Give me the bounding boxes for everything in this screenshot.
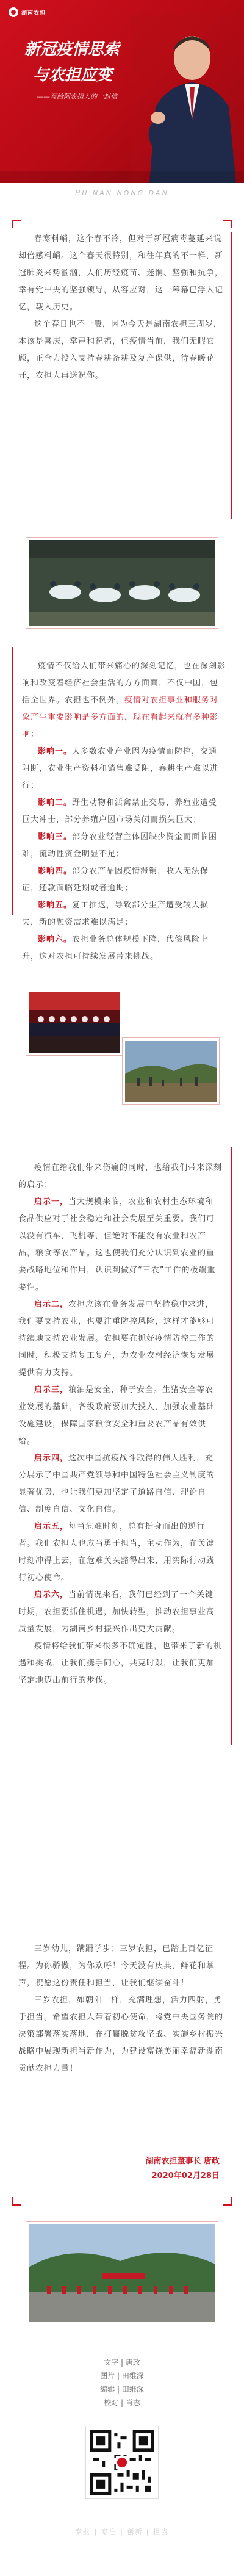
lesson-item [18, 1194, 222, 1296]
lesson-item-label: 启示五， [34, 1522, 69, 1531]
stage-photo-icon [29, 992, 120, 1053]
lesson-item-text: 粮油是安全，种子安全。生猪安全等农业发展的基础，各级政府要加大投入，加强农业基础设施建设，保障国家粮食安全和重要农产品有效供给。 [18, 1385, 215, 1446]
lesson-item [18, 1518, 222, 1587]
signature-org: 湖南农担董事长 唐政 [145, 2157, 220, 2166]
qr-code[interactable] [85, 2426, 159, 2499]
impact-item [22, 795, 226, 829]
impact-item-label: 影响一。 [38, 747, 73, 756]
lesson-item-label: 启示一， [34, 1197, 69, 1207]
impact-intro-highlight: 疫情对农担事业和服务对象产生重要影响是多方面的，现在看起来就有多种影响： [22, 696, 219, 739]
impact-item-text: 农担业务总体规模下降，代偿风险上升，这对农担可持续发展带来挑战。 [22, 935, 209, 961]
intro-paragraph-2: 这个春日也不一般，因为今天是湖南农担三周岁，本该是喜庆，掌声和祝福，但疫情当前，我们无暇它顾，正全力投入支持春耕备耕及复产保供，待春暖花开，农担人再送祝你。 [18, 320, 223, 380]
frame-corner-top-left [12, 220, 21, 228]
lesson-item [18, 1382, 222, 1450]
impact-intro-text: 疫情不仅给人们带来痛心的深刻记忆，也在深刻影响和改变着经济社会生活的方方面面，不仅中国，包括全世界。农担也不例外。 [22, 662, 226, 705]
lesson-item-text: 农担应该在业务发展中坚持稳中求进，我们要支持农业，也要注重防控风险，这样才能够可持续地支持农业发展。农担要在抓好疫情防控工作的同时，积极支持复工复产，为农业农村经济恢复发展提供有力支持。 [18, 1300, 215, 1377]
impact-item-text: 复工推迟，导致部分生产遭受较大损失，新的融资需求难以满足； [22, 901, 209, 927]
qr-code-icon [90, 2430, 154, 2495]
banner-bottom-band [0, 171, 244, 183]
lessons-closing: 疫情将给我们带来很多不确定性，也带来了新的机遇和挑战，让我们携手同心，共克时艰，让我们更加坚定地迈出前行的步伐。 [18, 1642, 223, 1685]
logo-text: 湖南农担 [21, 10, 46, 16]
speaker-portrait-icon [131, 15, 244, 183]
lesson-item-label: 启示三， [34, 1385, 69, 1394]
outdoor-photo-icon [125, 1041, 217, 1102]
credit-line: 图片 | 田维深 [100, 2372, 144, 2380]
impact-item-text: 野生动物和活禽禁止交易，养殖业遭受巨大冲击，部分养殖户因市场关闭而损失巨大； [22, 798, 218, 824]
impact-item-text: 大多数农业产业因为疫情而防控，交通阻断，农业生产资料和销售难受阻，春耕生产难以进行； [22, 747, 219, 790]
photo-performance-frame [26, 989, 123, 1056]
impact-item [22, 897, 226, 931]
header-banner [0, 0, 244, 183]
banner-headline [24, 37, 120, 88]
meeting-photo-icon [29, 540, 215, 626]
lesson-item-text: 这次中国抗疫战斗取得的伟大胜利，充分展示了中国共产党领导和中国特色社会主义制度的显著优势，也让我们更加坚定了道路自信、理论自信、制度自信、文化自信。 [18, 1454, 215, 1514]
banner-headline-line-2: 与农担应变 [33, 66, 113, 84]
intro-paragraph-1: 春寒料峭，这个春不冷，但对于新冠病毒蔓延来说却倍感料峭。这个春天很特别，和往年真的不一样，新冠肺炎来势汹汹，人们历经疫苗、迷惘、坚强和抗争，幸有党中央的坚强领导，从容应对，这一幕幕已浮入记忆，载入历史。 [18, 234, 224, 312]
lesson-item-text: 当大规模来临，农业和农村生态环境和食品供应对于社会稳定和社会发展至关重要。我们可以没有汽车，飞机等，但绝对不能没有农业和农产品，粮食等农产品。这也使我们充分认识到农业的重要战略地位和作用，认识到做好“三农”工作的极端重要性。 [18, 1197, 216, 1292]
impact-item [22, 829, 226, 863]
closing-section [12, 1941, 232, 2077]
impact-item-label: 影响二。 [38, 798, 73, 807]
credit-line: 文字 | 唐政 [104, 2358, 140, 2367]
footer-slogan: 专业 | 专注 | 创新 | 担当 [74, 2528, 170, 2536]
impact-item-text: 部分农业经营主体因缺少资金而面临困难，流动性资金明显不足； [22, 832, 218, 859]
impact-item-label: 影响四。 [38, 867, 73, 876]
lesson-item-text: 当前情况来看，我们已经到了一个关键时期，农担要抓住机遇，加快转型，推动农担事业高质量发展，为湖南乡村振兴作出更大贡献。 [18, 1590, 215, 1634]
credit-line: 校对 | 肖志 [104, 2398, 140, 2407]
impact-list [12, 743, 232, 965]
lesson-item [18, 1587, 222, 1638]
impact-item-label: 影响六。 [38, 935, 73, 944]
signature-date: 2020年02月28日 [151, 2171, 220, 2181]
brand-logo [9, 7, 46, 17]
impact-item [22, 931, 226, 965]
impact-section [12, 658, 232, 965]
impact-item [22, 863, 226, 897]
banner-headline-line-1: 新冠疫情思索 [24, 40, 120, 59]
impact-intro [12, 658, 232, 743]
photo-group-frame [26, 2221, 218, 2325]
signature-block [145, 2154, 220, 2184]
impact-item-text: 部分农产品因疫情滞销，收入无法保证，还款面临延期或者逾期； [22, 867, 209, 893]
frame-line-right [231, 232, 232, 519]
lessons-list [12, 1194, 232, 1638]
closing-paragraph-1: 三岁幼儿，蹒跚学步；三岁农担，已踏上百亿征程。为你骄傲，为你欢呼！今天没有庆典，鲜花和掌声，祝愿这份责任和担当，让我们继续奋斗！ [18, 1944, 215, 1988]
banner-subline: ——写给阿农担人的一封信 [37, 93, 117, 101]
lesson-item [18, 1450, 222, 1518]
impact-item-label: 影响三。 [38, 832, 73, 842]
impact-item [22, 743, 226, 795]
closing-paragraph-2: 三岁农担，如朝阳一样，充满理想，活力四射，勇于担当。希望农担人带着初心使命，将党中央国务院的决策部署落实落地，在打赢脱贫攻坚战、实施乡村振兴战略中展现新担当新作为，为建设富饶美丽幸福新湖南贡献农担力量！ [18, 1996, 224, 2073]
logo-mark-icon [9, 7, 18, 17]
credit-line: 编辑 | 田维深 [100, 2385, 144, 2394]
frame-corner-bottom-left [12, 2197, 21, 2206]
column-tag: HU NAN NONG DAN [75, 189, 169, 197]
lessons-intro: 疫情在给我们带来伤痛的同时，也给我们带来深刻的启示： [18, 1163, 223, 1189]
intro-section [12, 231, 232, 384]
lesson-item-label: 启示二， [34, 1300, 69, 1309]
credits-block [0, 2356, 244, 2409]
lesson-item-label: 启示四， [34, 1454, 69, 1463]
photo-outdoor-frame [122, 1037, 220, 1105]
frame-corner-bottom-right [223, 2197, 232, 2206]
lesson-item [18, 1296, 222, 1382]
lesson-item-text: 每当危难时刻，总有挺身而出的逆行者。我们农担人也应当勇于担当，主动作为，在关键时刻冲得上去，在危难关头豁得出来，用实际行动践行初心使命。 [18, 1522, 215, 1582]
lessons-section [12, 1160, 232, 1689]
impact-item-label: 影响五。 [38, 901, 73, 910]
photo-meeting-frame [26, 537, 218, 629]
group-photo-icon [29, 2224, 215, 2322]
frame-corner-top-right [223, 220, 232, 228]
lesson-item-label: 启示六， [34, 1590, 69, 1600]
